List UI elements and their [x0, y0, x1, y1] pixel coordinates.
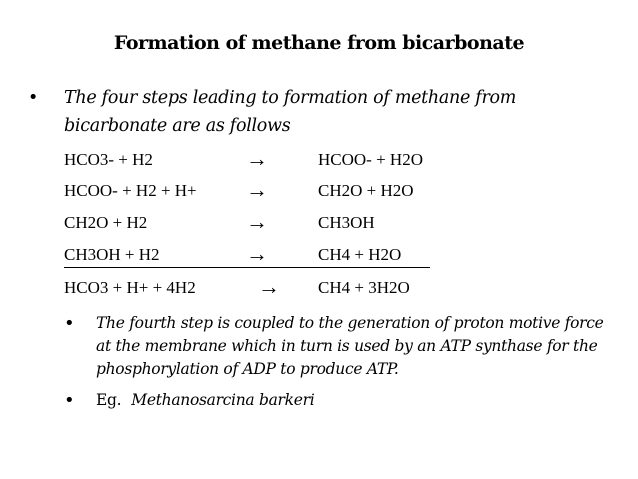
equation-3-rhs: CH3OH [318, 213, 375, 232]
equation-1-rhs: HCOO- + H2O [318, 150, 423, 169]
sub-bullet-list [64, 312, 604, 412]
equation-4-rhs: CH4 + H2O [318, 245, 402, 264]
equation-5-lhs: HCO3 + H+ + 4H2 [64, 278, 196, 297]
intro-text: The four steps leading to formation of methane from bicarbonate are as follows [64, 88, 517, 136]
equation-1-lhs: HCO3- + H2 [64, 150, 153, 169]
equation-4-arrow: → [246, 241, 268, 266]
bullet-marker: • [64, 390, 75, 411]
equation-5-arrow: → [258, 274, 280, 299]
sub-bullet-fourth-step [64, 312, 604, 381]
organism-name: Methanosarcina barkeri [131, 391, 315, 409]
fourth-step-text: The fourth step is coupled to the generation of proton motive force at the membrane which in turn is used by an ATP synthase for the phosphorylation of ADP to produce ATP. [96, 314, 604, 378]
equation-2-rhs: CH2O + H2O [318, 181, 414, 200]
sub-bullet-example [64, 389, 604, 412]
equation-5-rhs: CH4 + 3H2O [318, 278, 410, 297]
equation-2 [64, 177, 484, 211]
bullet-marker: • [28, 88, 39, 108]
equation-2-arrow: → [246, 177, 268, 202]
equation-3-lhs: CH2O + H2 [64, 213, 148, 232]
equation-1-arrow: → [246, 146, 268, 171]
equation-3 [64, 209, 484, 243]
equation-2-lhs: HCOO- + H2 + H+ [64, 181, 197, 200]
equation-3-arrow: → [246, 209, 268, 234]
example-label: Eg. [96, 391, 122, 409]
equation-1 [64, 146, 484, 180]
equation-5 [64, 274, 484, 308]
bullet-marker: • [64, 313, 75, 334]
equation-4-lhs: CH3OH + H2 [64, 245, 160, 264]
slide-title: Formation of methane from bicarbonate [113, 32, 525, 54]
equation-4 [64, 241, 430, 268]
